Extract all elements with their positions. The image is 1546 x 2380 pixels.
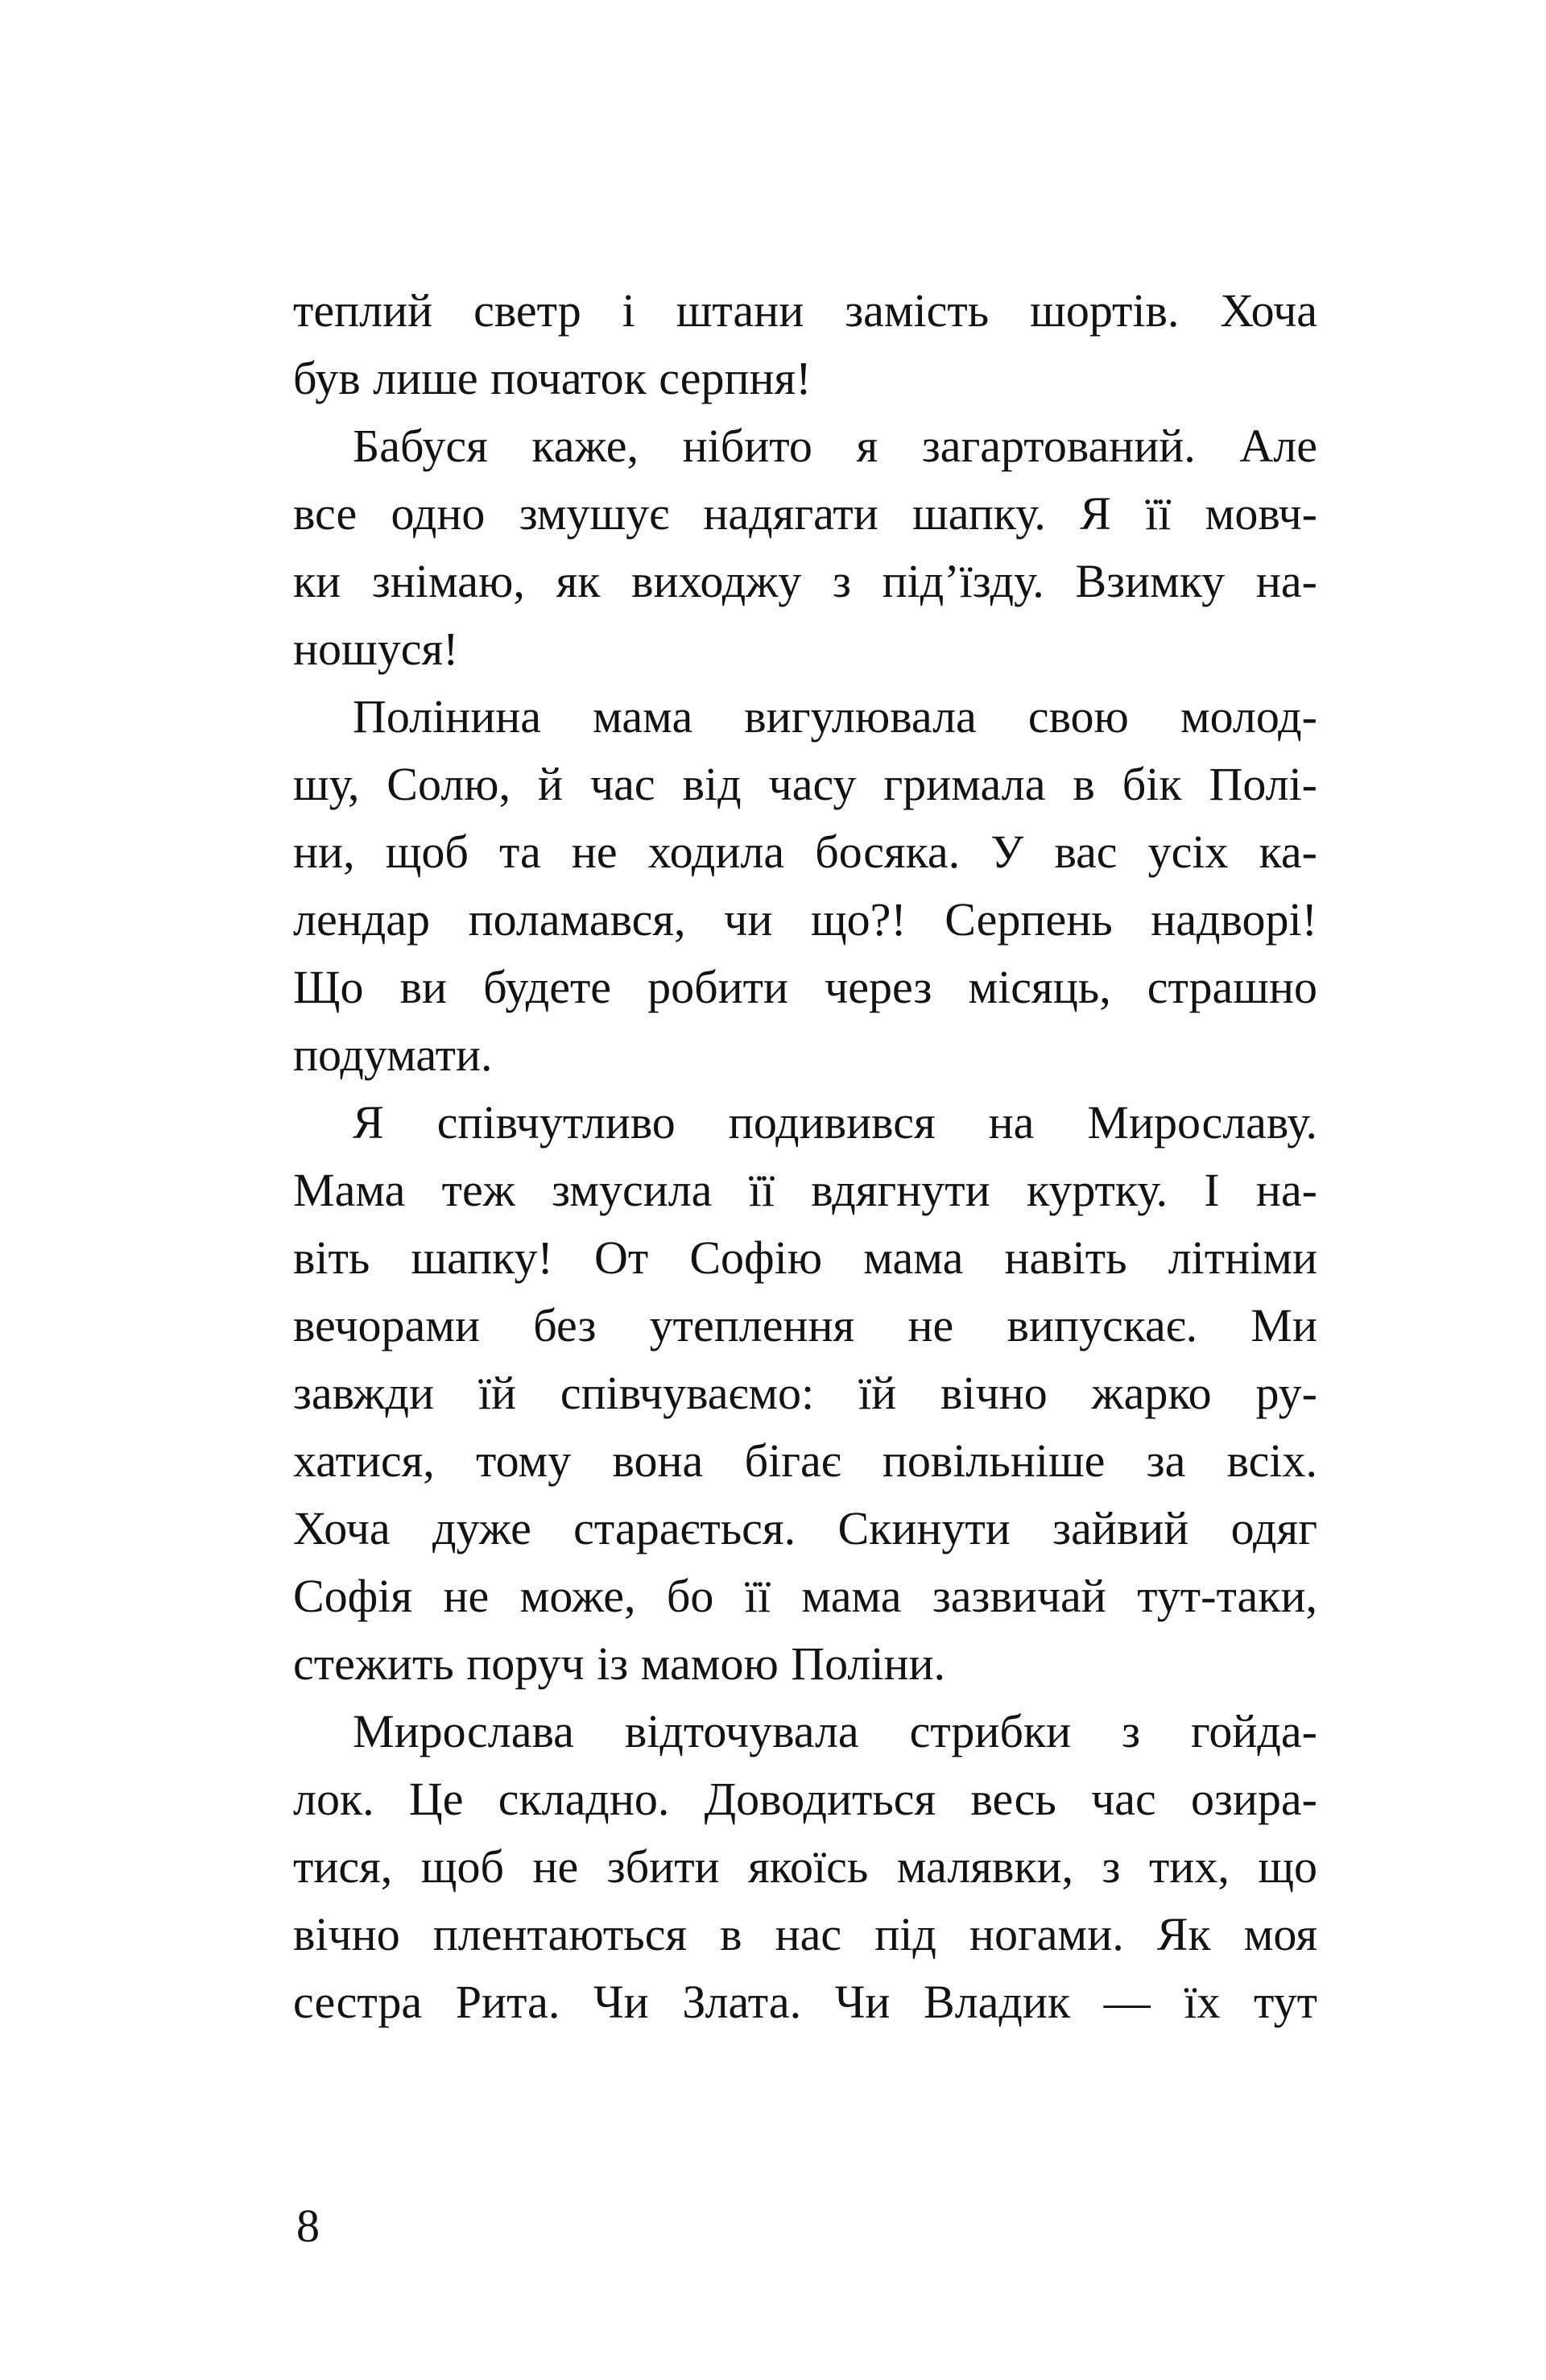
text-line: завжди їй співчуваємо: їй вічно жарко ру- bbox=[293, 1367, 1317, 1419]
text-line: Софія не може, бо її мама зазвичай тут-таки, bbox=[293, 1570, 1317, 1622]
text-line: Хоча дуже старається. Скинути зайвий одяг bbox=[293, 1502, 1317, 1554]
text-line: все одно змушує надягати шапку. Я її мовч- bbox=[293, 487, 1317, 540]
text-line: вечорами без утеплення не випускає. Ми bbox=[293, 1299, 1317, 1351]
page-number: 8 bbox=[296, 2200, 320, 2252]
text-line: ношуся! bbox=[293, 623, 459, 675]
text-line: ни, щоб та не ходила босяка. У вас усіх ка- bbox=[293, 826, 1317, 878]
text-line: тися, щоб не збити якоїсь малявки, з тих, що bbox=[293, 1840, 1317, 1893]
text-line: ки знімаю, як виходжу з під’їзду. Взимку на- bbox=[293, 555, 1317, 607]
text-line: Мама теж змусила її вдягнути куртку. І на- bbox=[293, 1164, 1317, 1216]
text-line: Мирослава відточувала стрибки з гойда- bbox=[353, 1705, 1317, 1757]
text-line: Полінина мама вигулювала свою молод- bbox=[353, 690, 1317, 743]
text-line: Що ви будете робити через місяць, страшно bbox=[293, 961, 1317, 1013]
text-line: теплий светр і штани замість шортів. Хоча bbox=[293, 284, 1317, 337]
text-line: вічно плентаються в нас під ногами. Як моя bbox=[293, 1908, 1317, 1960]
text-line: хатися, тому вона бігає повільніше за всіх. bbox=[293, 1434, 1317, 1487]
text-line: віть шапку! От Софію мама навіть літніми bbox=[293, 1231, 1317, 1284]
text-line: був лише початок серпня! bbox=[293, 352, 812, 404]
text-line: Я співчутливо подивився на Мирославу. bbox=[353, 1096, 1317, 1149]
text-line: подумати. bbox=[293, 1029, 493, 1081]
text-line: шу, Солю, й час від часу гримала в бік Полі- bbox=[293, 758, 1317, 810]
text-line: сестра Рита. Чи Злата. Чи Владик — їх тут bbox=[293, 1976, 1317, 2028]
text-line: стежить поруч із мамою Поліни. bbox=[293, 1637, 946, 1690]
text-line: Бабуся каже, нібито я загартований. Але bbox=[353, 420, 1317, 472]
text-line: лок. Це складно. Доводиться весь час озира- bbox=[293, 1773, 1317, 1825]
text-line: лендар поламався, чи що?! Серпень надворі! bbox=[293, 893, 1317, 946]
body-text bbox=[293, 277, 1317, 2036]
